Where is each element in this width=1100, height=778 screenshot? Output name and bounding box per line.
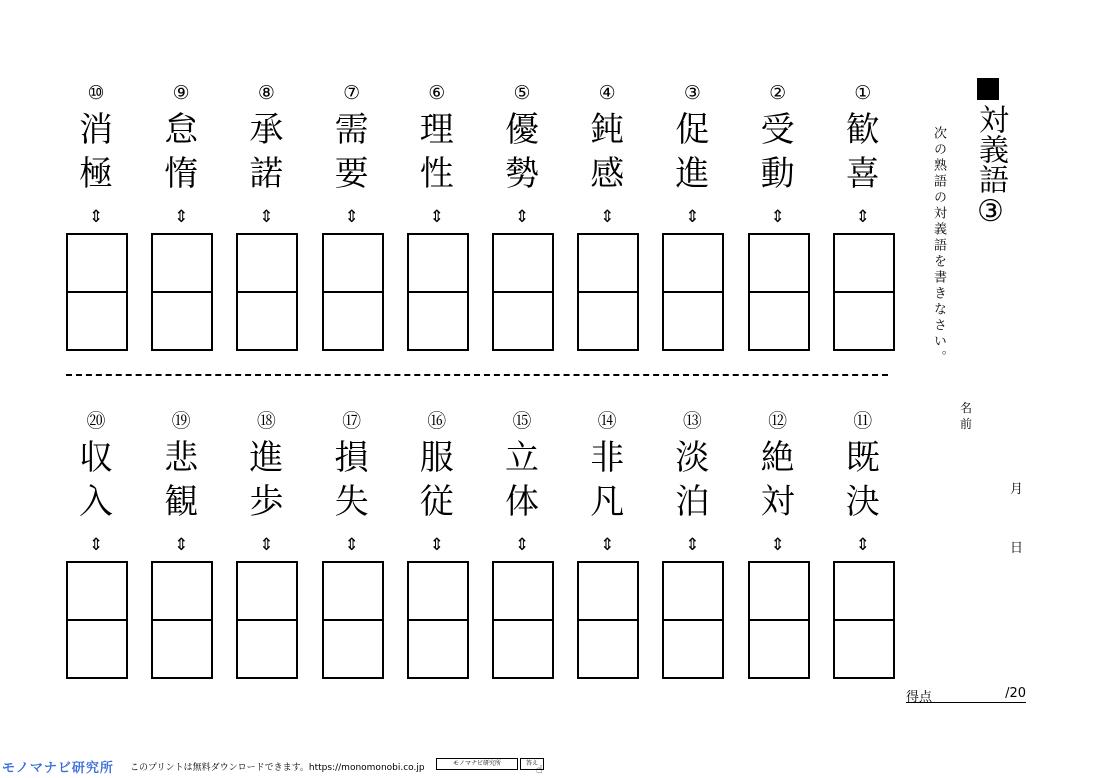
question-number: ⑦	[343, 82, 361, 104]
answer-box-divider	[664, 619, 722, 621]
opposite-arrow-icon: ⇕	[174, 207, 189, 227]
score-field	[906, 686, 1026, 703]
question-word: 受 動	[760, 110, 795, 194]
opposite-arrow-icon: ⇕	[429, 535, 444, 555]
opposite-arrow-icon: ⇕	[685, 207, 700, 227]
question-number: ①	[854, 82, 872, 104]
question-number: ⑪	[853, 410, 873, 432]
answer-box-divider	[324, 619, 382, 621]
question-word: 収 入	[79, 438, 113, 522]
opposite-arrow-icon: ⇕	[770, 535, 785, 555]
question-word: 優 勢	[505, 110, 539, 194]
answer-box[interactable]	[748, 233, 810, 351]
answer-box-divider	[153, 291, 211, 293]
answer-box[interactable]	[236, 561, 298, 679]
answer-box-divider	[664, 291, 722, 293]
answer-box[interactable]	[662, 561, 724, 679]
opposite-arrow-icon: ⇕	[259, 207, 274, 227]
question-number: ⑭	[597, 410, 617, 432]
page-title: 対義語③	[973, 104, 1008, 229]
answer-box[interactable]	[577, 233, 639, 351]
question-number: ③	[683, 82, 701, 104]
answer-box-divider	[409, 291, 467, 293]
footer-button-site[interactable]: モノマナビ研究所	[436, 758, 518, 770]
question-word: 絶 対	[760, 438, 795, 522]
answer-box[interactable]	[236, 233, 298, 351]
answer-box-divider	[68, 619, 126, 621]
row-divider	[66, 374, 888, 376]
answer-box-divider	[835, 291, 893, 293]
answer-box-divider	[579, 291, 637, 293]
question-number: ⑤	[513, 82, 531, 104]
answer-box-divider	[579, 619, 637, 621]
question-number: ⑯	[427, 410, 447, 432]
question-number: ⑳	[86, 410, 106, 432]
score-total: /20	[1005, 686, 1026, 701]
answer-box[interactable]	[492, 561, 554, 679]
opposite-arrow-icon: ⇕	[88, 207, 104, 227]
opposite-arrow-icon: ⇕	[855, 207, 870, 227]
question-word: 承 諾	[249, 110, 284, 194]
opposite-arrow-icon: ⇕	[855, 535, 870, 555]
question-number: ⑮	[512, 410, 532, 432]
question-word: 損 失	[334, 438, 369, 522]
day-label: 日	[1010, 541, 1024, 556]
title-square-icon	[977, 78, 999, 100]
opposite-arrow-icon: ⇕	[259, 535, 274, 555]
answer-box-divider	[238, 619, 296, 621]
question-word: 淡 泊	[675, 438, 710, 522]
answer-box[interactable]	[66, 561, 128, 679]
instruction-text: 次の熟語の対義語を書きなさい。	[931, 126, 946, 366]
question-number: ④	[598, 82, 616, 104]
footer	[0, 754, 1100, 776]
month-label: 月	[1010, 482, 1024, 497]
answer-box[interactable]	[322, 561, 384, 679]
answer-box[interactable]	[833, 233, 895, 351]
footer-text: このプリントは無料ダウンロードできます。https://monomonobi.co.jp	[130, 763, 425, 773]
pointer-cursor-icon: ☝	[536, 763, 543, 776]
answer-box-divider	[494, 619, 552, 621]
opposite-arrow-icon: ⇕	[344, 535, 359, 555]
question-word: 既 決	[845, 438, 880, 522]
name-label: 名前	[960, 401, 973, 431]
answer-box[interactable]	[833, 561, 895, 679]
question-number: ②	[769, 82, 787, 104]
question-word: 進 歩	[249, 438, 284, 522]
question-number: ⑲	[171, 410, 191, 432]
opposite-arrow-icon: ⇕	[174, 535, 189, 555]
question-word: 服 従	[419, 438, 454, 522]
opposite-arrow-icon: ⇕	[514, 207, 530, 227]
question-word: 歓 喜	[845, 110, 880, 194]
question-number: ⑧	[257, 82, 275, 104]
question-word: 消 極	[79, 110, 113, 194]
opposite-arrow-icon: ⇕	[514, 535, 530, 555]
answer-box[interactable]	[407, 561, 469, 679]
opposite-arrow-icon: ⇕	[685, 535, 700, 555]
footer-logo: モノマナビ研究所	[2, 761, 114, 776]
opposite-arrow-icon: ⇕	[429, 207, 444, 227]
footer-button-answer[interactable]: 答え	[520, 758, 544, 770]
answer-box-divider	[68, 291, 126, 293]
answer-box-divider	[750, 291, 808, 293]
opposite-arrow-icon: ⇕	[770, 207, 785, 227]
answer-box-divider	[238, 291, 296, 293]
answer-box[interactable]	[492, 233, 554, 351]
opposite-arrow-icon: ⇕	[600, 207, 615, 227]
question-number: ⑥	[428, 82, 446, 104]
answer-box[interactable]	[577, 561, 639, 679]
question-word: 悲 観	[164, 438, 199, 522]
score-label: 得点	[906, 690, 933, 705]
answer-box[interactable]	[748, 561, 810, 679]
answer-box[interactable]	[151, 233, 213, 351]
answer-box[interactable]	[407, 233, 469, 351]
answer-box-divider	[153, 619, 211, 621]
question-word: 鈍 感	[590, 110, 625, 194]
question-number: ⑩	[87, 82, 105, 104]
opposite-arrow-icon: ⇕	[344, 207, 359, 227]
question-word: 促 進	[675, 110, 710, 194]
answer-box[interactable]	[66, 233, 128, 351]
answer-box[interactable]	[322, 233, 384, 351]
question-number: ⑰	[342, 410, 362, 432]
answer-box[interactable]	[151, 561, 213, 679]
answer-box-divider	[835, 619, 893, 621]
question-word: 立 体	[505, 438, 539, 522]
answer-box-divider	[494, 291, 552, 293]
question-number: ⑫	[768, 410, 788, 432]
answer-box-divider	[324, 291, 382, 293]
answer-box[interactable]	[662, 233, 724, 351]
question-number: ⑨	[172, 82, 190, 104]
opposite-arrow-icon: ⇕	[600, 535, 615, 555]
question-word: 非 凡	[590, 438, 625, 522]
question-word: 理 性	[419, 110, 454, 194]
question-word: 需 要	[334, 110, 369, 194]
opposite-arrow-icon: ⇕	[88, 535, 104, 555]
answer-box-divider	[750, 619, 808, 621]
question-word: 怠 惰	[164, 110, 199, 194]
question-number: ⑬	[682, 410, 702, 432]
question-number: ⑱	[256, 410, 276, 432]
answer-box-divider	[409, 619, 467, 621]
